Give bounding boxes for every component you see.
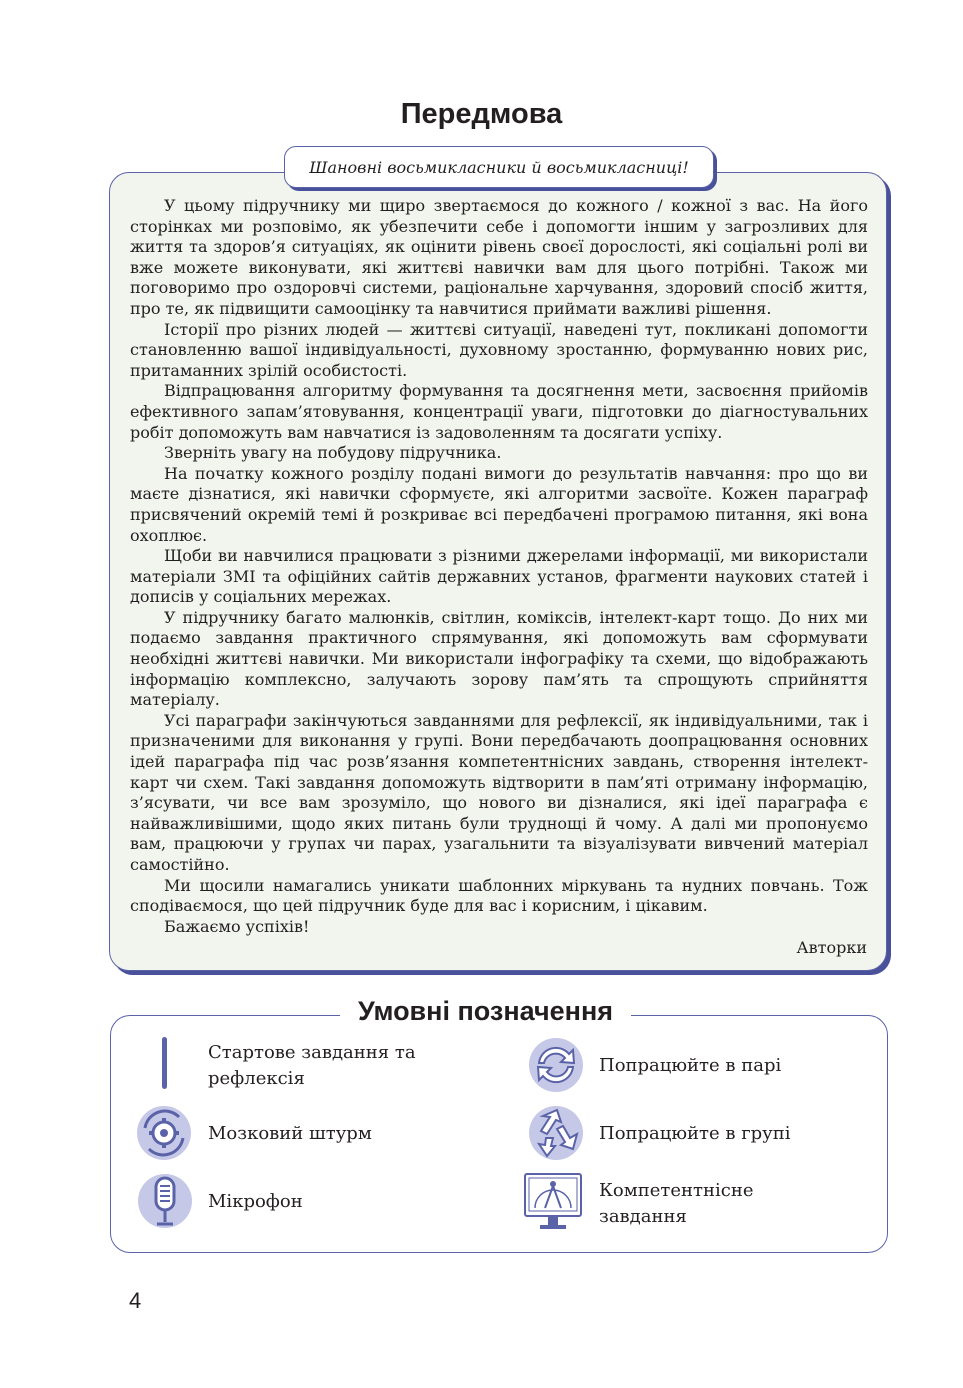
paragraph: Усі параграфи закінчуються завданнями для рефлексії, як індивідуальними, так і призначеними для виконання у групі. Вони передбачають доопрацювання основних ідей параграфа під час розв’язання компетентнісних завдань, створення інтелект-карт чи схем. Такі завдання допоможуть відтворити в пам’яті отриману інформацію, з’ясувати, чи все вам зрозуміло, що нового ви дізналися, які ідеї параграфа є найважливішими, щодо яких питань були труднощі й чому. А далі ми пропонуємо вам, працюючи у групах чи парах, узагальнити та візуалізувати вивчений матеріал самостійно. <box>130 710 868 874</box>
gear-cycle-icon <box>135 1104 193 1162</box>
legend-label-pair: Попрацюйте в парі <box>599 1055 782 1076</box>
page-number: 4 <box>129 1288 142 1313</box>
paragraph: Бажаємо успіхів! <box>164 916 310 936</box>
paragraph: У цьому підручнику ми щиро звертаємося до кожного / кожної з вас. На його сторінках ми розповімо, як убезпечити себе і допомогти іншим у загрозливих для життя та здоров’я ситуаціях, як оцінити рівень своєї дорослості, які соціальні ролі ви вже можете виконувати, які життєві навички вам для цього потрібні. Також ми поговоримо про оздоровчі системи, раціональне харчування, здоровий спосіб життя, про те, як підвищити самооцінку та навчитися приймати важливі рішення. <box>130 196 868 318</box>
pair-arrows-icon <box>527 1036 585 1094</box>
paragraph: Щоби ви навчилися працювати з різними джерелами інформації, ми використали матеріали ЗМІ та офіційних сайтів державних установ, фрагменти наукових статей і дописів у соціальних мережах. <box>130 546 868 607</box>
legend-title: Умовні позначення <box>340 996 631 1027</box>
page-title: Передмова <box>400 98 563 130</box>
paragraph: Відпрацювання алгоритму формування та досягнення мети, засвоєння прийомів ефективного запам’ятовування, концентрації уваги, підготовки до діагностувальних робіт допоможуть вам навчатися із задоволенням та досягати успіху. <box>130 381 868 442</box>
legend-label-microphone: Мікрофон <box>208 1191 303 1212</box>
group-arrows-icon <box>527 1104 585 1162</box>
paragraph: Ми щосили намагались уникати шаблонних міркувань та нудних повчань. Тож сподіваємося, що цей підручник буде для вас і корисним, і цікавим. <box>130 875 868 916</box>
microphone-icon <box>136 1172 194 1230</box>
legend-label-brainstorm: Мозковий штурм <box>208 1123 372 1144</box>
preface-text <box>130 196 868 937</box>
paragraph: Зверніть увагу на побудову підручника. <box>164 443 502 463</box>
paragraph: У підручнику багато малюнків, світлин, коміксів, інтелект-карт тощо. До них ми подаємо завдання практичного спрямування, які допоможуть вам сформувати необхідні життєві навички. Ми використали інфографіку та схеми, що відображають інформацію комплексно, залучають зорову пам’ять та спрощують сприйняття матеріалу. <box>130 607 868 710</box>
greeting-label: Шановні восьмикласники й восьмикласниці! <box>284 146 714 188</box>
signature: Авторки <box>796 938 867 957</box>
vertical-bar-icon <box>150 1035 180 1091</box>
legend-label-group: Попрацюйте в групі <box>599 1123 791 1144</box>
paragraph: Історії про різних людей — життєві ситуації, наведені тут, покликані допомогти становленню вашої індивідуальності, духовному зростанню, формуванню нових рис, притаманних зрілій особистості. <box>130 319 868 380</box>
monitor-compass-icon <box>523 1172 583 1232</box>
paragraph: На початку кожного розділу подані вимоги до результатів навчання: про що ви маєте дізнатися, які навички сформуєте, які алгоритми засвоїте. Кожен параграф присвячений окремій темі й розкриває всі передбачені програмою питання, які вона охоплює. <box>130 463 868 545</box>
legend-label-start: Стартове завдання та рефлексія <box>208 1042 416 1089</box>
legend-label-competence: Компетентнісне завдання <box>599 1180 754 1227</box>
